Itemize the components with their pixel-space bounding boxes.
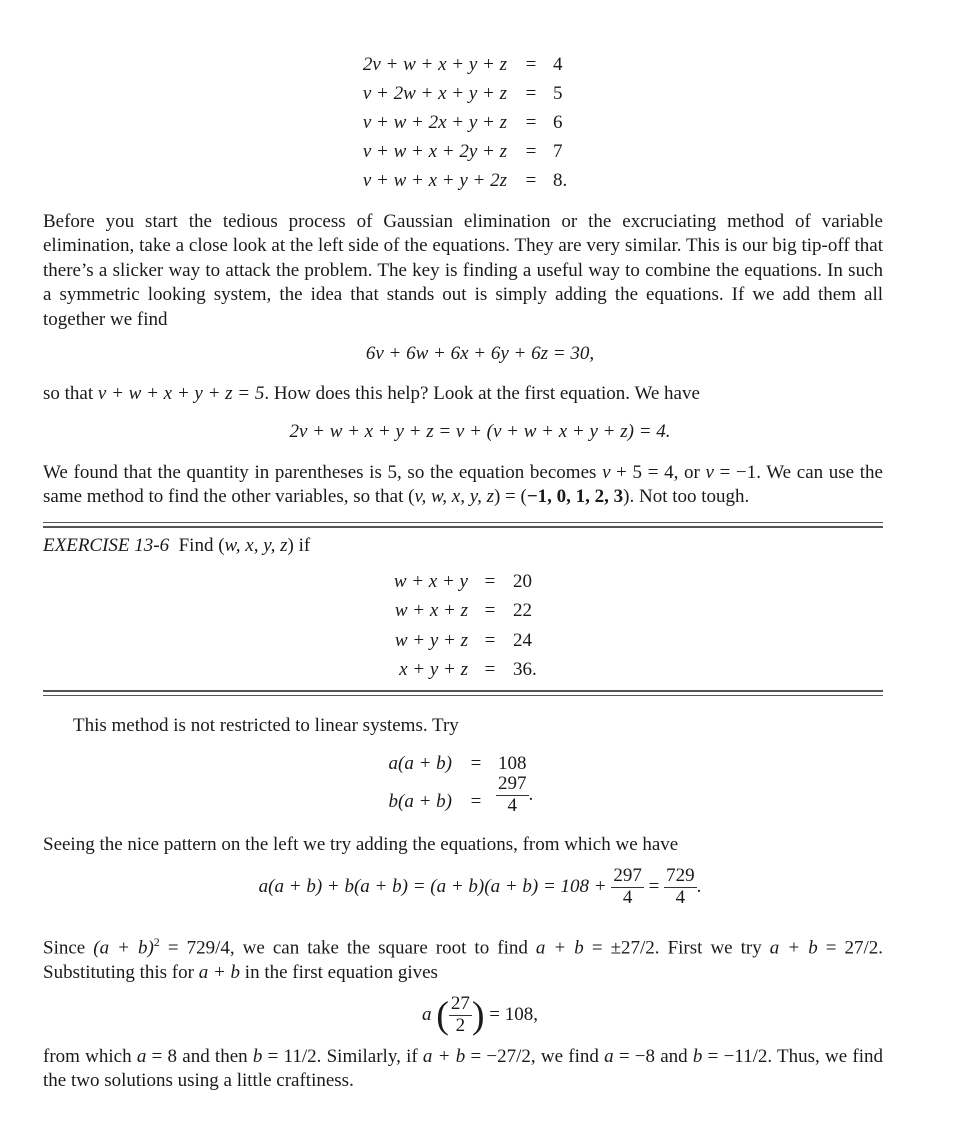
equation-rhs: 7 [553, 141, 563, 162]
equation-row [0, 109, 960, 137]
equation-rhs: 4 [553, 54, 563, 75]
equation-row: w + x + y = 20 [393, 571, 532, 592]
paragraph-conclusion: from which a = 8 and then b = 11/2. Similarly, if a + b = −27/2, we find a = −8 and b = −11/2. Thus, we find the two solutions using a little craftiness. [43, 1046, 883, 1092]
exercise-rule-bottom-thick [43, 690, 883, 692]
exercise-rule-top [43, 522, 883, 523]
equals-sign: = [525, 112, 537, 133]
exercise-rule-top-thick [43, 526, 883, 528]
fraction-27-over-2: $\frac{27}{2}$ [450, 993, 470, 1036]
paragraph-pattern: Seeing the nice pattern on the left we try adding the equations, from which we have [43, 834, 679, 855]
equation-rhs: 5 [553, 83, 563, 104]
fraction-297-over-4: $\frac{297}{4}$ . [498, 773, 534, 816]
paragraph-intro: Before you start the tedious process of Gaussian elimination or the excruciating method of variable elimination, take a close look at the left side of the equations. They are very similar. This is our big tip-off that there’s a slicker way to attack the problem. The key is finding a useful way to combine the equations. In such a symmetric looking system, the idea that stands out is simply adding the equations. If we add them all together we find [43, 211, 883, 330]
paragraph-result: We found that the quantity in parentheses is 5, so the equation becomes v + 5 = 4, or v = −1. We can use the same method to find the other variables, so that (v, w, x, y, z) = (−1, 0, 1, 2, 3). Not too tough. [43, 462, 883, 508]
equation-row [0, 138, 960, 166]
equals-sign: = [525, 141, 537, 162]
equation-row: b(a + b) = $\frac{297}{4}$ . [388, 773, 534, 816]
equation-lhs: 2v + w + x + y + z [362, 54, 507, 75]
equation-added: a(a + b) + b(a + b) = (a + b)(a + b) = 108 + $\frac{297}{4}$ = $\frac{729}{4}$ . [258, 865, 702, 908]
paragraph-so-that: so that v + w + x + y + z = 5. How does this help? Look at the first equation. We have [43, 383, 700, 404]
equation-row [0, 80, 960, 108]
exercise-heading: EXERCISE 13-6 Find (w, x, y, z) if [43, 535, 311, 556]
equation-row: w + x + z = 22 [394, 600, 532, 621]
equation-row [0, 51, 960, 79]
equals-sign: = [525, 170, 537, 191]
paragraph-square-root: Since $(a + b)^2 = 729/4$, we can take the square root to find a + b = ±27/2. First we try a + b = 27/2. Substituting this for a + b in the first equation gives [43, 935, 884, 983]
equation-rhs: 6 [553, 112, 563, 133]
equals-sign: = [525, 54, 537, 75]
equation-rhs: 8. [553, 170, 568, 191]
equation-lhs: v + 2w + x + y + z [362, 83, 507, 104]
equation-row: a(a + b) = 108 [388, 753, 527, 774]
equation-row: w + y + z = 24 [394, 630, 532, 651]
equation-sum: 6v + 6w + 6x + 6y + 6z = 30, [365, 343, 595, 364]
equation-substitution: a ( $\frac{27}{2}$ ) = 108, [421, 993, 539, 1037]
solution-values: −1, 0, 1, 2, 3 [526, 486, 624, 508]
fraction-729-over-4: $\frac{729}{4}$ [666, 865, 695, 908]
exercise-rule-bottom [43, 695, 883, 696]
equation-lhs: v + w + x + y + 2z [362, 170, 507, 191]
equation-lhs: v + w + 2x + y + z [362, 112, 507, 133]
equation-row: x + y + z = 36. [399, 659, 537, 680]
inline-math: v + w + x + y + z = 5 [97, 383, 265, 404]
equals-sign: = [525, 83, 537, 104]
exercise-label: EXERCISE 13-6 [43, 535, 170, 556]
fraction-297-over-4: $\frac{297}{4}$ [613, 865, 642, 908]
paragraph-nonlinear: This method is not restricted to linear systems. Try [73, 715, 459, 736]
equation-lhs: v + w + x + 2y + z [362, 141, 507, 162]
equation-first-rewrite: 2v + w + x + y + z = v + (v + w + x + y + z) = 4. [289, 421, 671, 442]
equation-row [0, 167, 960, 195]
